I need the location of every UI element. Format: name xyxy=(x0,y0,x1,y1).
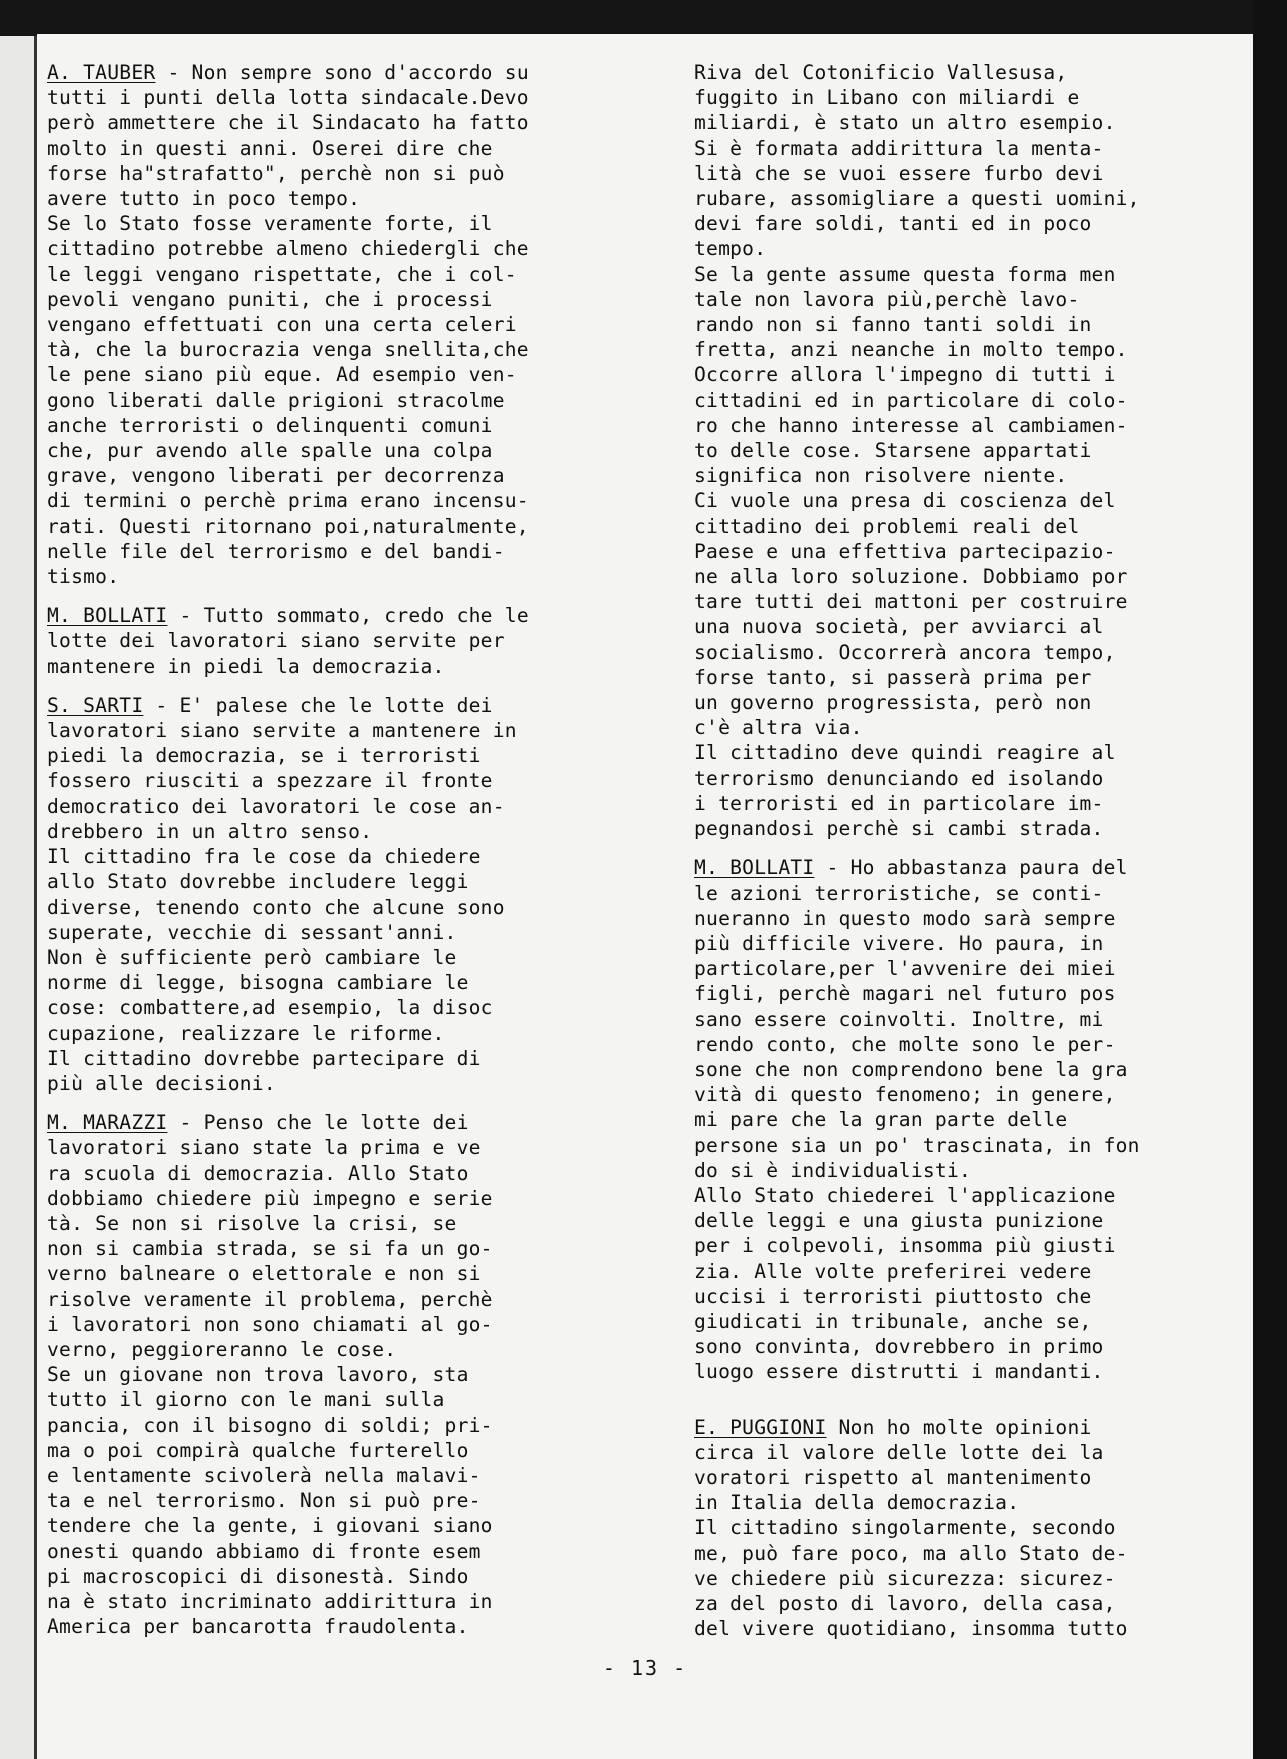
speaker-name: M. MARAZZI xyxy=(47,1111,168,1135)
page-number: - 13 - xyxy=(602,1656,688,1680)
paragraph-text: Non ho molte opinioni circa il valore delle lotte dei la voratori rispetto al mantenimento in Italia della democrazia. Il cittadino singolarmente, secondo me, può fare poco, ma allo Stato de- ve chiedere più sicurezza: sicurez- za del posto di lavoro, della casa, del vivere quotidiano, insomma tutto xyxy=(694,1415,1128,1641)
paragraph-bollati-2 xyxy=(694,855,1254,1384)
right-column xyxy=(694,60,1254,1647)
document-page xyxy=(37,34,1253,1759)
paragraph-text: - Ho abbastanza paura del le azioni terroristiche, se conti- nueranno in questo modo sarà sempre più difficile vivere. Ho paura, in particolare,per l'avvenire dei miei figli, perchè magari nel futuro pos sano essere coinvolti. Inoltre, mi rendo conto, che molte sono le per- sone che non comprendono bene la gra vità di questo fenomeno; in genere, mi pare che la gran parte delle persone sia un po' trascinata, in fon do si è individualisti. Allo Stato chiederei l'applicazione delle leggi e una giusta punizione per i colpevoli, insomma più giusti zia. Alle volte preferirei vedere uccisi i terroristi piuttosto che giudicati in tribunale, anche se, sono convinta, dovrebbero in primo luogo essere distrutti i mandanti. xyxy=(694,856,1140,1384)
paragraph-marazzi xyxy=(47,1110,667,1639)
paragraph-text: - Tutto sommato, credo che le lotte dei lavoratori siano servite per mantenere in piedi la democrazia. xyxy=(47,604,529,678)
left-column xyxy=(47,60,667,1645)
speaker-name: M. BOLLATI xyxy=(47,604,168,628)
paragraph-tauber xyxy=(47,60,667,589)
paragraph-sarti xyxy=(47,693,667,1096)
scanner-right-edge xyxy=(1253,0,1287,1759)
paragraph-bollati xyxy=(47,603,667,679)
paragraph-text: - E' palese che le lotte dei lavoratori siano servite a mantenere in piedi la democrazia, se i terroristi fossero riusciti a spezzare il fronte democratico dei lavoratori le cose an- drebbero in un altro senso. Il cittadino fra le cose da chiedere allo Stato dovrebbe includere leggi diverse, tenendo conto che alcune sono superate, vecchie di sessant'anni. Non è sufficiente però cambiare le norme di legge, bisogna cambiare le cose: combattere,ad esempio, la disoc cupazione, realizzare le riforme. Il cittadino dovrebbe partecipare di più alle decisioni. xyxy=(47,693,517,1095)
paragraph-text: - Penso che le lotte dei lavoratori siano state la prima e ve ra scuola di democrazia. Allo Stato dobbiamo chiedere più impegno e serie tà. Se non si risolve la crisi, se non si cambia strada, se si fa un go- verno balneare o elettorale e non si risolve veramente il problema, perchè i lavoratori non sono chiamati al go- verno, peggioreranno le cose. Se un giovane non trova lavoro, sta tutto il giorno con le mani sulla pancia, con il bisogno di soldi; pri- ma o poi compirà qualche furterello e lentamente scivolerà nella malavi- ta e nel terrorismo. Non si può pre- tendere che la gente, i giovani siano onesti quando abbiamo di fronte esem pi macroscopici di disonestà. Sindo na è stato incriminato addirittura in America per bancarotta fraudolenta. xyxy=(47,1111,493,1639)
scanner-top-edge xyxy=(0,0,1287,36)
speaker-name: E. PUGGIONI xyxy=(694,1415,827,1439)
speaker-name: M. BOLLATI xyxy=(694,856,815,880)
paragraph-text: Riva del Cotonificio Vallesusa, fuggito in Libano con miliardi e miliardi, è stato un altro esempio. Si è formata addirittura la menta- lità che se vuoi essere furbo devi rubare, assomigliare a questi uomini, devi fare soldi, tanti ed in poco tempo. Se la gente assume questa forma men tale non lavora più,perchè lavo- rando non si fanno tanti soldi in fretta, anzi neanche in molto tempo. Occorre allora l'impegno di tutti i cittadini ed in particolare di colo- ro che hanno interesse al cambiamen- to delle cose. Starsene appartati significa non risolvere niente. Ci vuole una presa di coscienza del cittadino dei problemi reali del Paese e una effettiva partecipazio- ne alla loro soluzione. Dobbiamo por tare tutti dei mattoni per costruire una nuova società, per avviarci al socialismo. Occorrerà ancora tempo, forse tanto, si passerà prima per un governo progressista, però non c'è altra via. Il cittadino deve quindi reagire al terrorismo denunciando ed isolando i terroristi ed in particolare im- pegnandosi perchè si cambi strada. xyxy=(694,61,1140,841)
speaker-name: S. SARTI xyxy=(47,693,144,717)
paragraph-continuation xyxy=(694,60,1254,841)
paragraph-puggioni xyxy=(694,1415,1254,1642)
speaker-name: A. TAUBER xyxy=(47,61,156,84)
adjacent-page-edge xyxy=(0,36,37,1759)
paragraph-text: - Non sempre sono d'accordo su tutti i punti della lotta sindacale.Devo però ammettere che il Sindacato ha fatto molto in questi anni. Oserei dire che forse ha"strafatto", perchè non si può avere tutto in poco tempo. Se lo Stato fosse veramente forte, il cittadino potrebbe almeno chiedergli che le leggi vengano rispettate, che i col- pevoli vengano puniti, che i processi vengano effettuati con una certa celeri tà, che la burocrazia venga snellita,che le pene siano più eque. Ad esempio ven- gono liberati dalle prigioni stracolme anche terroristi o delinquenti comuni che, pur avendo alle spalle una colpa grave, vengono liberati per decorrenza di termini o perchè prima erano incensu- rati. Questi ritornano poi,naturalmente, nelle file del terrorismo e del bandi- tismo. xyxy=(47,61,529,589)
